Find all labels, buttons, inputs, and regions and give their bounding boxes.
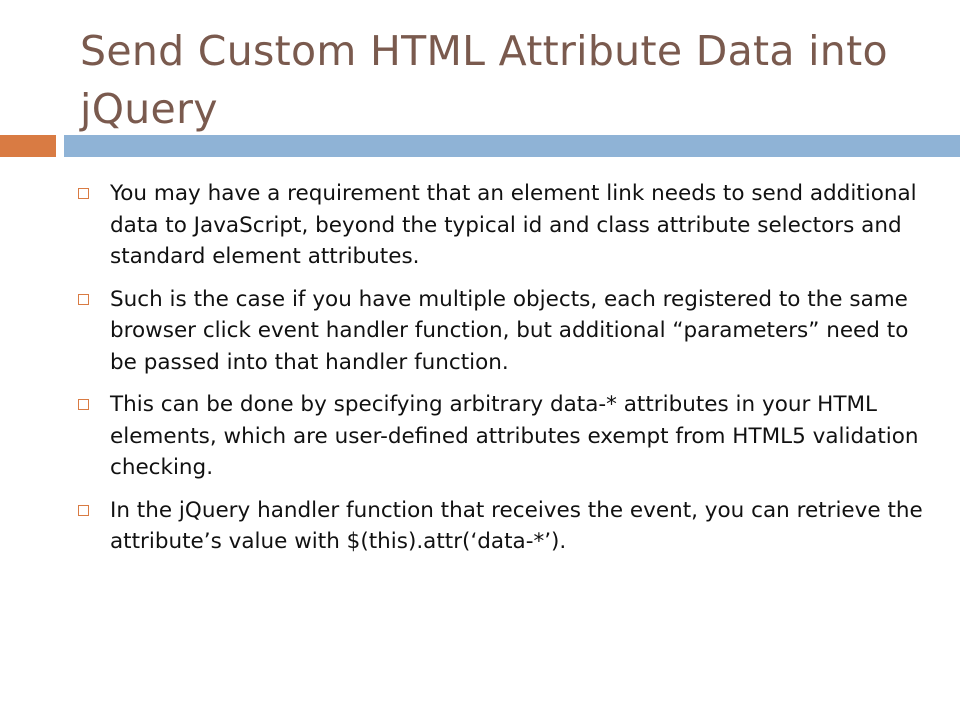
bullet-text: Such is the case if you have multiple objects, each registered to the same browser click event handler function, but additional “parameters” need to be passed into that handler function. <box>110 286 909 375</box>
hollow-square-bullet-icon <box>78 188 89 199</box>
bullet-text: This can be done by specifying arbitrary data-* attributes in your HTML elements, which are user-defined attributes exempt from HTML5 validation checking. <box>110 392 919 480</box>
bullet-text: You may have a requirement that an element link needs to send additional data to JavaScript, beyond the typical id and class attribute selectors and standard element attributes. <box>110 181 917 269</box>
slide-title: Send Custom HTML Attribute Data into jQuery <box>80 27 888 133</box>
bullet-item <box>76 284 926 379</box>
hollow-square-bullet-icon <box>78 294 89 305</box>
bullet-text: In the jQuery handler function that receives the event, you can retrieve the attribute’s value with $(this).attr(‘data-*’). <box>110 497 923 554</box>
hollow-square-bullet-icon <box>78 505 89 516</box>
title-accent-bar-blue <box>64 135 960 157</box>
bullet-list <box>76 178 926 569</box>
title-accent-bar-orange <box>0 135 56 157</box>
bullet-item <box>76 495 926 558</box>
hollow-square-bullet-icon <box>78 399 89 410</box>
bullet-item <box>76 178 926 273</box>
bullet-item <box>76 389 926 484</box>
